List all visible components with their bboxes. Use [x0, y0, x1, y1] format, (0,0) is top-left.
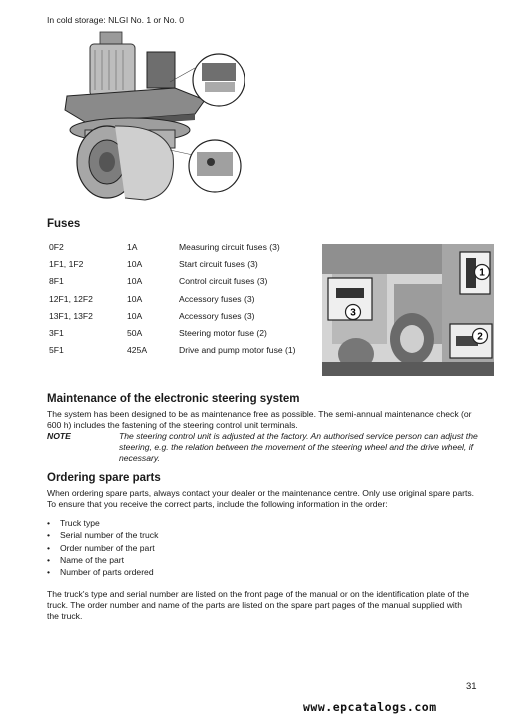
fuse-description: Control circuit fuses (3)	[179, 276, 268, 287]
fuse-id: 13F1, 13F2	[49, 310, 93, 321]
table-row	[49, 324, 296, 341]
callout-3-label: 3	[350, 307, 356, 319]
list-item: • Name of the part	[47, 555, 158, 567]
drive-unit-illustration	[55, 30, 245, 208]
table-row	[49, 273, 296, 290]
fuse-description: Drive and pump motor fuse (1)	[179, 345, 296, 356]
ordering-intro	[47, 488, 474, 510]
fuse-description: Measuring circuit fuses (3)	[179, 241, 280, 252]
maintenance-body-line-2: 600 h) includes the fastening of the steering control unit terminals.	[47, 420, 298, 430]
fuse-id: 0F2	[49, 241, 64, 252]
watermark: www.epcatalogs.com	[303, 700, 437, 714]
note	[47, 431, 489, 464]
fuse-table	[49, 238, 296, 359]
ordering-heading: Ordering spare parts	[47, 472, 161, 484]
list-item: • Order number of the part	[47, 543, 158, 555]
ordering-outro	[47, 589, 469, 622]
fuse-rating: 50A	[127, 328, 143, 339]
ordering-intro-line-2: To ensure that you receive the correct parts, include the following information in the order:	[47, 499, 388, 509]
fuse-rating: 10A	[127, 258, 143, 269]
fuse-rating: 10A	[127, 276, 143, 287]
fuse-id: 5F1	[49, 345, 64, 356]
fuse-id: 8F1	[49, 276, 64, 287]
table-row	[49, 238, 296, 255]
maintenance-heading: Maintenance of the electronic steering system	[47, 393, 300, 405]
list-item: • Truck type	[47, 518, 158, 530]
note-label: NOTE	[47, 431, 71, 441]
fuse-rating: 10A	[127, 310, 143, 321]
table-row	[49, 290, 296, 307]
fuse-description: Accessory fuses (3)	[179, 293, 255, 304]
list-item: • Number of parts ordered	[47, 567, 158, 579]
fuse-id: 1F1, 1F2	[49, 258, 84, 269]
fuse-panel-photo	[322, 244, 494, 376]
fuse-id: 12F1, 12F2	[49, 293, 93, 304]
order-info-list	[47, 518, 158, 579]
maintenance-body-line-1: The system has been designed to be as maintenance free as possible. The semi-annual maintenance check (or	[47, 409, 472, 419]
callout-1-label: 1	[479, 267, 485, 279]
callout-2-label: 2	[477, 331, 483, 343]
fuse-rating: 425A	[127, 345, 148, 356]
fuse-rating: 1A	[127, 241, 138, 252]
table-row	[49, 307, 296, 324]
ordering-intro-line-1: When ordering spare parts, always contact your dealer or the maintenance centre. Only use original spare parts.	[47, 488, 475, 498]
fuse-description: Steering motor fuse (2)	[179, 328, 267, 339]
page-number: 31	[466, 681, 477, 692]
ordering-outro-line-3: the truck.	[47, 611, 83, 621]
note-text: The steering control unit is adjusted at the factory. An authorised service person can adjust the steering, e.g. the relation between the movement of the steering wheel and the drive wheel, if necessary.	[119, 431, 478, 463]
list-item: • Serial number of the truck	[47, 530, 158, 542]
fuse-description: Start circuit fuses (3)	[179, 258, 258, 269]
fuses-heading: Fuses	[47, 218, 81, 230]
fuse-rating: 10A	[127, 293, 143, 304]
ordering-outro-line-2: truck. The order number and name of the parts are listed on the spare part pages of the manual supplied with	[47, 600, 462, 610]
table-row	[49, 255, 296, 272]
ordering-outro-line-1: The truck's type and serial number are listed on the front page of the manual or on the identification plate of the	[47, 589, 470, 599]
fuse-id: 3F1	[49, 328, 64, 339]
fuse-description: Accessory fuses (3)	[179, 310, 255, 321]
maintenance-body	[47, 409, 489, 464]
table-row	[49, 342, 296, 359]
header-text: In cold storage: NLGI No. 1 or No. 0	[47, 15, 185, 25]
